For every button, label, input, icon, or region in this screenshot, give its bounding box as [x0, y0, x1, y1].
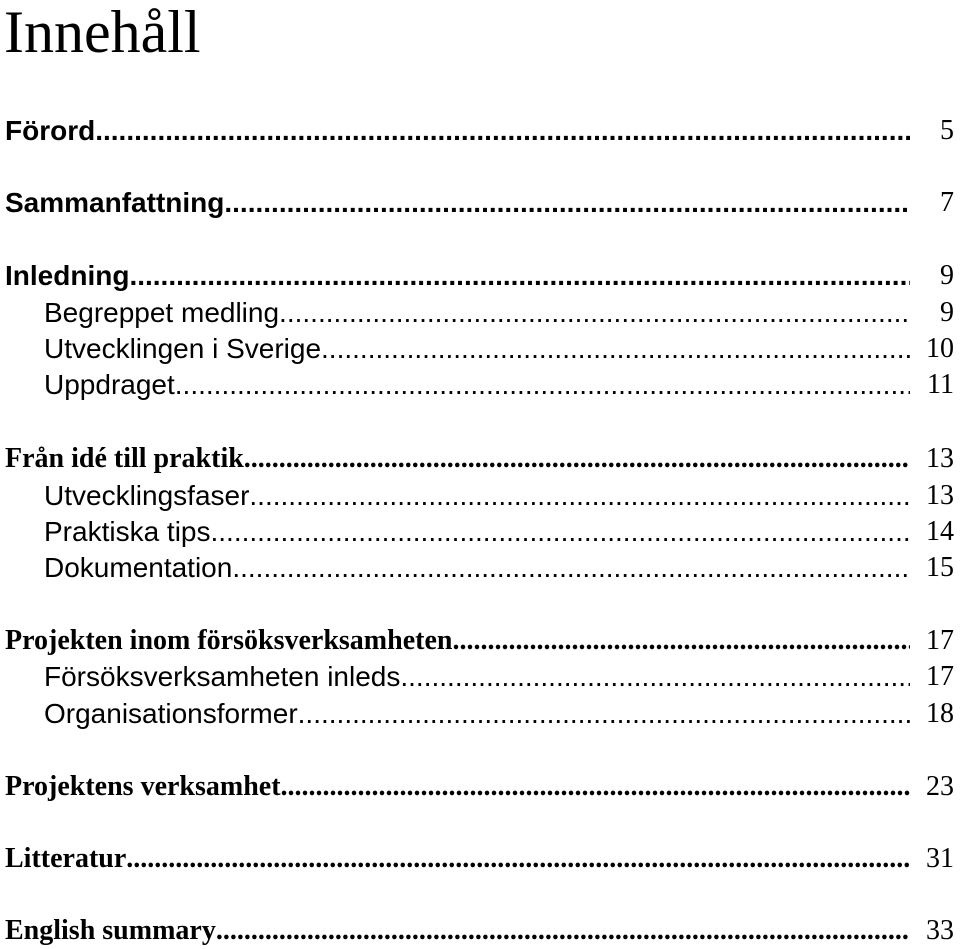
toc-entry-inledning[interactable]	[5, 257, 954, 293]
toc-page-number: 9	[940, 297, 954, 328]
dot-leader	[126, 842, 910, 876]
toc-entry-projekten-inom-forsoksverksamheten[interactable]	[5, 622, 954, 658]
toc-entry-projektens-verksamhet[interactable]	[5, 768, 954, 804]
toc-page-number: 11	[927, 369, 954, 400]
toc-entry-label: Uppdraget	[44, 369, 175, 400]
toc-page-number: 14	[926, 516, 954, 547]
toc-entry-begreppet-medling[interactable]	[44, 294, 954, 330]
dot-leader	[279, 296, 910, 330]
dot-leader	[216, 914, 910, 948]
dot-leader	[281, 770, 910, 804]
dot-leader	[224, 186, 910, 220]
toc-page-number: 17	[926, 661, 954, 692]
toc-entry-label: Projekten inom försöksverksamheten	[5, 625, 453, 656]
toc-entry-litteratur[interactable]	[5, 840, 954, 876]
toc-page-number: 18	[926, 698, 954, 729]
dot-leader	[211, 515, 911, 549]
dot-leader	[95, 114, 910, 148]
page-title: Innehåll	[4, 0, 201, 65]
dot-leader	[400, 660, 910, 694]
toc-page-number: 10	[926, 333, 954, 364]
toc-page-number: 15	[926, 552, 954, 583]
toc-entry-organisationsformer[interactable]	[44, 695, 954, 731]
dot-leader	[129, 259, 910, 293]
toc-entry-dokumentation[interactable]	[44, 549, 954, 585]
toc-page-number: 33	[926, 915, 954, 946]
toc-page-number: 13	[926, 443, 954, 474]
toc-entry-uppdraget[interactable]	[44, 366, 954, 402]
toc-entry-praktiska-tips[interactable]	[44, 513, 954, 549]
toc-entry-sammanfattning[interactable]	[5, 184, 954, 220]
toc-entry-label: Förord	[5, 115, 96, 146]
dot-leader	[321, 332, 910, 366]
dot-leader	[298, 697, 910, 731]
toc-page-number: 13	[926, 480, 954, 511]
toc-entry-label: Försöksverksamheten inleds	[44, 661, 401, 692]
toc-entry-label: Inledning	[5, 260, 130, 291]
toc-entry-label: Utvecklingsfaser	[44, 480, 250, 511]
toc-entry-label: Organisationsformer	[44, 698, 298, 729]
toc-entry-label: Utvecklingen i Sverige	[44, 333, 322, 364]
dot-leader	[175, 368, 910, 402]
toc-page-number: 23	[926, 771, 954, 802]
toc-entry-forsoksverksamheten-inleds[interactable]	[44, 658, 954, 694]
toc-entry-label: Litteratur	[5, 843, 127, 874]
dot-leader	[244, 442, 910, 476]
toc-entry-label: Från idé till praktik	[5, 443, 244, 474]
toc-entry-label: Praktiska tips	[44, 516, 211, 547]
toc-page-number: 31	[926, 843, 954, 874]
toc-entry-forord[interactable]	[5, 112, 954, 148]
toc-page-number: 17	[926, 625, 954, 656]
dot-leader	[249, 479, 910, 513]
toc-entry-label: Dokumentation	[44, 552, 233, 583]
toc-page-number: 7	[940, 187, 954, 218]
toc-entry-label: Projektens verksamhet	[5, 771, 281, 802]
dot-leader	[452, 624, 910, 658]
toc-entry-utvecklingsfaser[interactable]	[44, 477, 954, 513]
toc-entry-label: Sammanfattning	[5, 187, 225, 218]
toc-page-number: 5	[940, 115, 954, 146]
toc-entry-fran-ide-till-praktik[interactable]	[5, 440, 954, 476]
dot-leader	[232, 551, 910, 585]
toc-entry-label: Begreppet medling	[44, 297, 280, 328]
toc-entry-label: English summary	[5, 915, 216, 946]
toc-entry-utvecklingen-i-sverige[interactable]	[44, 330, 954, 366]
toc-page-number: 9	[940, 260, 954, 291]
toc-entry-english-summary[interactable]	[5, 912, 954, 948]
